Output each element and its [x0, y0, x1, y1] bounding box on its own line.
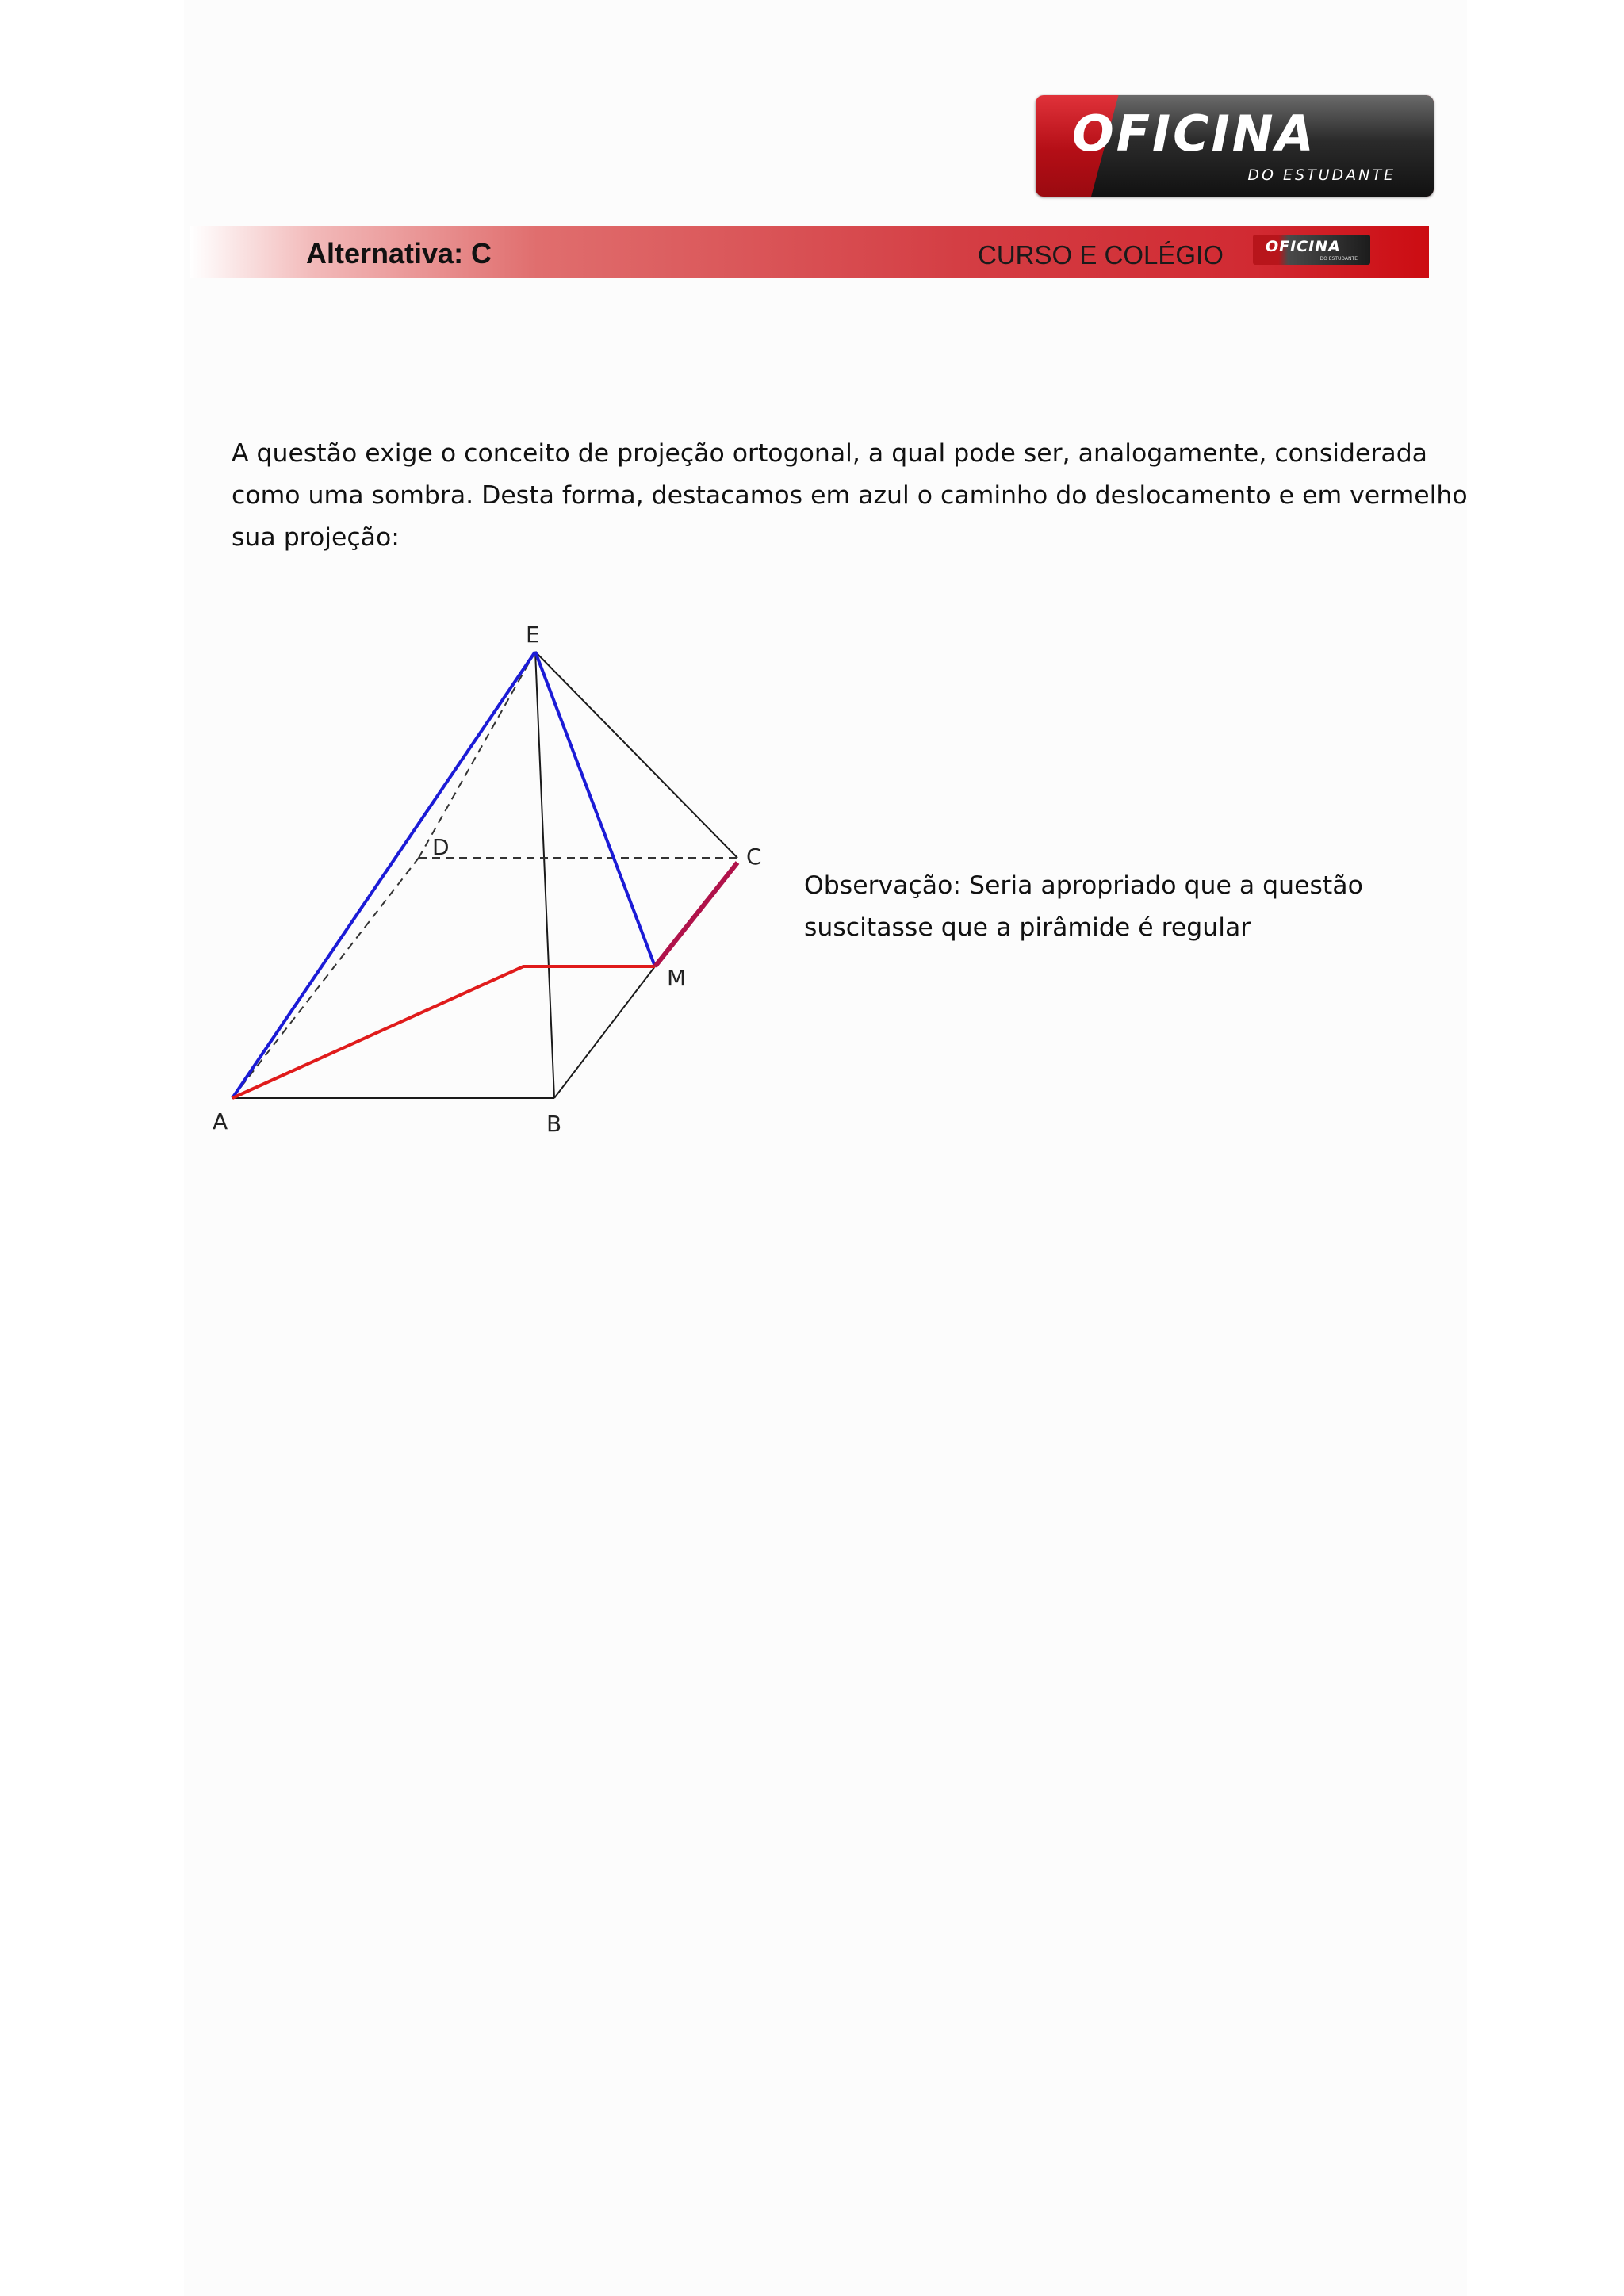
observation-note	[804, 865, 1407, 949]
edge-e-b	[535, 652, 554, 1098]
edge-e-c	[535, 652, 737, 858]
red-projection	[232, 966, 655, 1098]
observation-line: suscitasse que a pirâmide é regular	[804, 913, 1251, 942]
blue-path-e-m	[535, 652, 655, 966]
label-e: E	[526, 622, 540, 648]
answer-label: Alternativa: C	[306, 237, 492, 270]
mini-logo-subtitle: DO ESTUDANTE	[1320, 256, 1358, 262]
paragraph-line: como uma sombra. Desta forma, destacamos em azul o caminho do deslocamento e em vermelho	[232, 481, 1468, 510]
label-a: A	[213, 1108, 228, 1135]
edge-e-d-hidden	[419, 652, 535, 858]
label-m: M	[667, 965, 687, 991]
paragraph-line: sua projeção:	[232, 523, 400, 552]
logo-wordmark: OFICINA	[1072, 105, 1316, 163]
logo-subtitle: DO ESTUDANTE	[1247, 166, 1396, 184]
observation-line: Observação: Seria apropriado que a questão	[804, 871, 1363, 900]
overlap-segment-m-c	[655, 863, 737, 966]
mini-logo-wordmark: OFICINA	[1266, 238, 1341, 255]
label-b: B	[546, 1111, 562, 1137]
course-label: CURSO E COLÉGIO	[978, 240, 1224, 270]
edge-b-m	[554, 966, 655, 1098]
paragraph-line: A questão exige o conceito de projeção ortogonal, a qual pode ser, analogamente, considerada	[232, 439, 1427, 468]
label-d: D	[432, 834, 450, 860]
label-c: C	[746, 844, 762, 870]
edge-a-d-hidden	[232, 858, 419, 1098]
